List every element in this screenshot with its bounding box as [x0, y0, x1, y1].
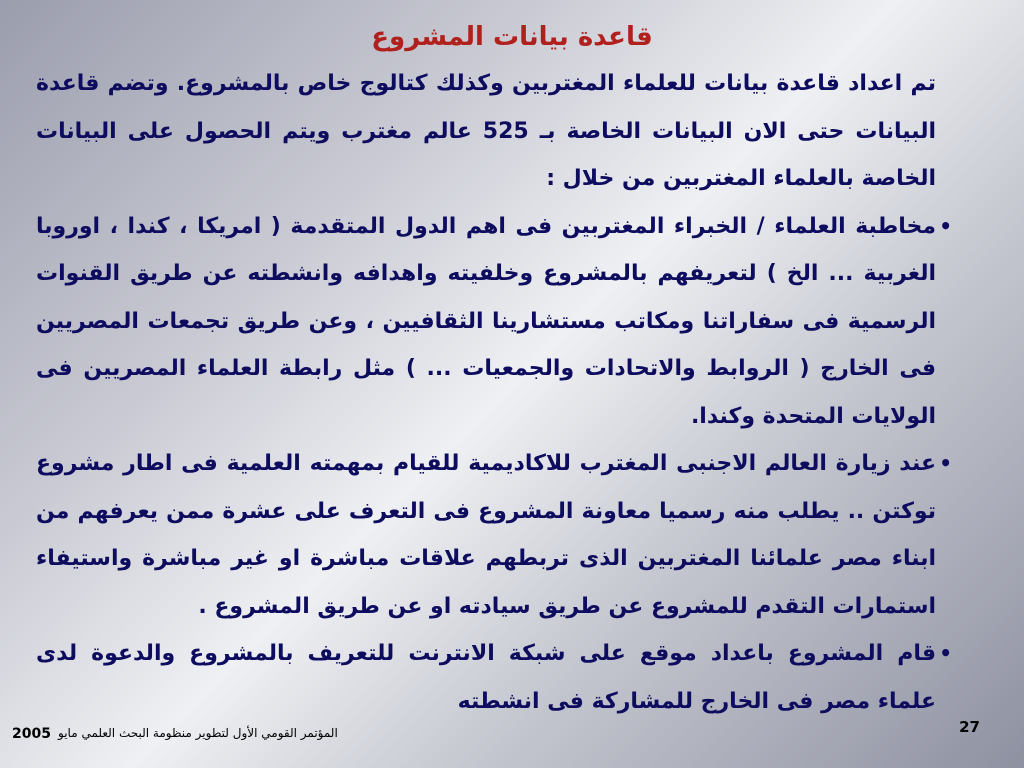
- bullet-item: [36, 203, 952, 441]
- page-number: 27: [959, 718, 980, 736]
- bullet-text: قام المشروع باعداد موقع على شبكة الانترنت للتعريف بالمشروع والدعوة لدى علماء مصر فى الخارج للمشاركة فى انشطته: [36, 641, 936, 714]
- slide-content: [36, 60, 952, 760]
- slide-title: قاعدة بيانات المشروع: [371, 22, 653, 52]
- bullet-icon: •: [939, 641, 952, 665]
- footer-text: المؤتمر القومي الأول لتطوير منظومة البحث العلمي مايو: [58, 726, 338, 740]
- bullet-icon: •: [939, 213, 952, 238]
- bullet-icon: •: [939, 451, 952, 475]
- bullet-text: مخاطبة العلماء / الخبراء المغتربين فى اهم الدول المتقدمة ( امريكا ، كندا ، اوروبا الغربية ... الخ ) لتعريفهم بالمشروع وخلفيته واهدافه وانشطته عن طريق القنوات الرسمية فى سفاراتنا ومكاتب مستشارينا الثقافيين ، وعن طريق تجمعات المصريين فى الخارج ( الروابط والاتحادات والجمعيات ... ) مثل رابطة العلماء المصريين فى الولايات المتحدة وكندا.: [36, 213, 936, 429]
- bullet-text: عند زيارة العالم الاجنبى المغترب للاكاديمية للقيام بمهمته العلمية فى اطار مشروع توكتن .. يطلب منه رسميا معاونة المشروع فى التعرف على عشرة ممن يعرفهم من ابناء مصر علمائنا المغتربين الذى تربطهم علاقات مباشرة او غير مباشرة واستيفاء استمارات التقدم للمشروع عن طريق سيادته او عن طريق المشروع .: [36, 451, 936, 619]
- bullet-item: [36, 440, 952, 630]
- intro-paragraph: تم اعداد قاعدة بيانات للعلماء المغتربين وكذلك كتالوج خاص بالمشروع. وتضم قاعدة البيانات حتى الان البيانات الخاصة بـ 525 عالم مغترب ويتم الحصول على البيانات الخاصة بالعلماء المغتربين من خلال :: [36, 71, 937, 191]
- footer-year: 2005: [12, 726, 51, 742]
- bullet-list: [36, 203, 952, 726]
- bullet-item: [36, 630, 952, 725]
